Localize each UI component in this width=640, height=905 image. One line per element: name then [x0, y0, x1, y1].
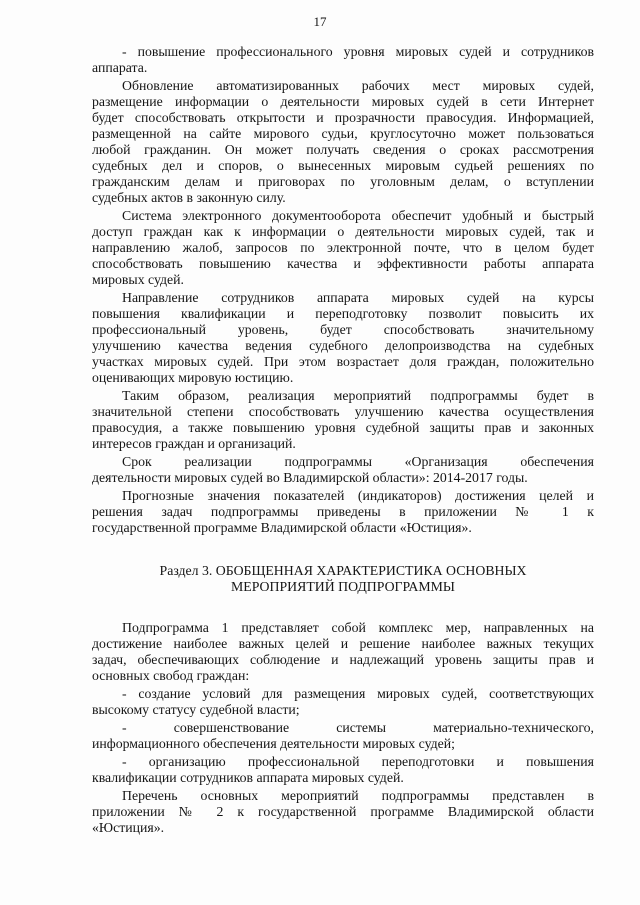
page-number: 17	[313, 14, 327, 29]
paragraph	[92, 388, 594, 452]
paragraph-line: Система электронного документооборота обеспечит удобный и быстрый	[122, 208, 594, 223]
paragraph-line: Обновление автоматизированных рабочих мест мировых судей,	[122, 78, 594, 93]
paragraph-line: основных свобод граждан:	[92, 668, 250, 683]
paragraph-line: правосудия, а также повышению уровня судебной защиты прав и законных	[92, 420, 594, 435]
paragraph	[92, 754, 594, 786]
section-heading-line-2: МЕРОПРИЯТИЙ ПОДПРОГРАММЫ	[231, 579, 455, 594]
paragraph	[92, 78, 594, 206]
paragraphs-after-heading	[92, 620, 594, 838]
paragraph	[92, 454, 594, 486]
paragraph-line: информационного обеспечения деятельности мировых судей;	[92, 736, 455, 751]
paragraph-line: повышения квалификации и переподготовку позволит повысить их	[92, 306, 594, 321]
section-heading	[92, 562, 594, 594]
paragraph-line: размещенной на сайте мирового судьи, круглосуточно может пользоваться	[92, 126, 594, 141]
paragraph-line: приложении № 2 к государственной программе Владимирской области	[92, 804, 594, 819]
paragraph-line: Направление сотрудников аппарата мировых судей на курсы	[122, 290, 594, 305]
paragraph-line: Таким образом, реализация мероприятий подпрограммы будет в	[122, 388, 594, 403]
paragraph-line: - совершенствование системы материально-технического,	[122, 720, 594, 735]
paragraph-line: деятельности мировых судей во Владимирской области»: 2014-2017 годы.	[92, 470, 528, 485]
paragraph-line: профессиональный уровень, будет способствовать значительному	[92, 322, 594, 337]
document-body	[92, 44, 594, 838]
paragraph	[92, 488, 594, 536]
paragraph-line: будет способствовать открытости и прозрачности правосудия. Информацией,	[92, 110, 594, 125]
paragraph	[92, 686, 594, 718]
paragraph-line: государственной программе Владимирской области «Юстиция».	[92, 520, 472, 535]
paragraph-line: улучшению качества ведения судебного делопроизводства на судебных	[92, 338, 594, 353]
paragraph-line: достижение наиболее важных целей и решение наиболее важных текущих	[92, 636, 594, 651]
paragraph-line: направлению жалоб, запросов по электронной почте, что в целом будет	[92, 240, 594, 255]
paragraph-line: способствовать повышению качества и эффективности работы аппарата	[92, 256, 594, 271]
paragraph	[92, 208, 594, 288]
paragraph-line: участках мировых судей. При этом возрастает доля граждан, положительно	[92, 354, 594, 369]
paragraph-line: размещение информации о деятельности мировых судей в сети Интернет	[92, 94, 594, 109]
paragraph-line: решения задач подпрограммы приведены в приложении № 1 к	[92, 504, 594, 519]
section-heading-line-1: Раздел 3. ОБОБЩЕННАЯ ХАРАКТЕРИСТИКА ОСНОВНЫХ	[159, 563, 527, 578]
paragraph-line: аппарата.	[92, 60, 148, 75]
paragraph-line: судебных актов в законную силу.	[92, 190, 286, 205]
paragraph-line: высокому статусу судебной власти;	[92, 702, 300, 717]
paragraph-line: - создание условий для размещения мировых судей, соответствующих	[122, 686, 594, 701]
paragraph-line: доступ граждан как к информации о деятельности мировых судей, так и	[92, 224, 594, 239]
paragraph-line: судебных дел и споров, о вынесенных мировым судьей решениях по	[92, 158, 594, 173]
paragraph-line: «Юстиция».	[92, 820, 165, 835]
paragraph-line: Перечень основных мероприятий подпрограммы представлен в	[122, 788, 594, 803]
paragraph-line: интересов граждан и организаций.	[92, 436, 296, 451]
paragraph-line: квалификации сотрудников аппарата мировых судей.	[92, 770, 404, 785]
paragraph-line: - повышение профессионального уровня мировых судей и сотрудников	[122, 44, 594, 59]
paragraph-line: оценивающих мировую юстицию.	[92, 370, 294, 385]
paragraph-line: гражданским делам и приговорах по уголовным делам, о вступлении	[92, 174, 594, 189]
paragraphs-before-heading	[92, 44, 594, 538]
paragraph	[92, 720, 594, 752]
paragraph-line: Подпрограмма 1 представляет собой комплекс мер, направленных на	[122, 620, 594, 635]
paragraph	[92, 44, 594, 76]
paragraph-line: задач, обеспечивающих соблюдение и надлежащий уровень защиты прав и	[92, 652, 594, 667]
paragraph	[92, 788, 594, 836]
paragraph-line: Срок реализации подпрограммы «Организация обеспечения	[122, 454, 594, 469]
paragraph	[92, 290, 594, 386]
paragraph-line: любой гражданин. Он может получать сведения о сроках рассмотрения	[92, 142, 594, 157]
paragraph-line: Прогнозные значения показателей (индикаторов) достижения целей и	[122, 488, 594, 503]
paragraph-line: значительной степени способствовать улучшению качества осуществления	[92, 404, 594, 419]
paragraph-line: мировых судей.	[92, 272, 184, 287]
paragraph-line: - организацию профессиональной переподготовки и повышения	[122, 754, 594, 769]
paragraph	[92, 620, 594, 684]
